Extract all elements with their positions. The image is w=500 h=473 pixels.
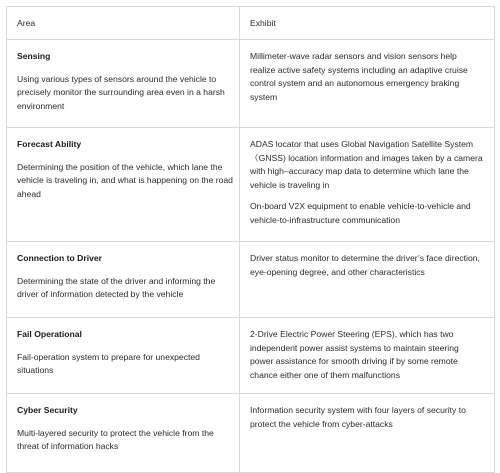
table-row (7, 242, 495, 318)
exhibit-cell (240, 40, 495, 128)
exhibit-cell (240, 128, 495, 242)
area-cell (7, 40, 240, 128)
area-cell (7, 394, 240, 473)
table-row (7, 128, 495, 242)
area-description: Determining the position of the vehicle, which lane the vehicle is traveling in, and what is happening on the road ahead (17, 161, 233, 199)
exhibit-cell (240, 318, 495, 394)
area-description: Fail-operation system to prepare for unexpected situations (17, 351, 200, 376)
area-cell (7, 128, 240, 242)
area-exhibit-table (6, 6, 495, 473)
area-title: Forecast Ability (17, 139, 82, 149)
area-description: Determining the state of the driver and informing the driver of information detected by the vehicle (17, 275, 216, 300)
area-title: Connection to Driver (17, 253, 102, 263)
exhibit-cell (240, 242, 495, 318)
area-title: Cyber Security (17, 405, 78, 415)
area-title: Fail Operational (17, 329, 82, 339)
exhibit-text: Information security system with four layers of security to protect the vehicle from cyber-attacks (250, 405, 466, 429)
exhibit-text: On-board V2X equipment to enable vehicle-to-vehicle and vehicle-to-infrastructure communication (250, 201, 471, 225)
table-row (7, 318, 495, 394)
header-area: Area (7, 7, 240, 40)
area-description: Using various types of sensors around the vehicle to precisely monitor the surrounding area even in a harsh environment (17, 73, 225, 111)
exhibit-text: Millimeter-wave radar sensors and vision sensors help realize active safety systems including an adaptive cruise control system and an autonomous emergency braking system (250, 51, 468, 102)
exhibit-cell (240, 394, 495, 473)
area-title: Sensing (17, 51, 51, 61)
exhibit-text: 2-Drive Electric Power Steering (EPS), which has two independent power assist systems to maintain steering power assistance for smooth driving if by some remote chance either one of them malfunctions (250, 329, 459, 380)
table-row (7, 394, 495, 473)
area-cell (7, 242, 240, 318)
header-exhibit: Exhibit (240, 7, 495, 40)
table-row (7, 40, 495, 128)
area-description: Multi-layered security to protect the vehicle from the threat of information hacks (17, 427, 214, 452)
table-header-row (7, 7, 495, 40)
exhibit-text: ADAS locator that uses Global Navigation Satellite System （GNSS) location information and images taken by a camera with high–accuracy map data to determine which lane the vehicle is traveling in (250, 139, 483, 190)
exhibit-text: Driver status monitor to determine the driver’s face direction, eye-opening degree, and other characteristics (250, 253, 480, 277)
area-cell (7, 318, 240, 394)
